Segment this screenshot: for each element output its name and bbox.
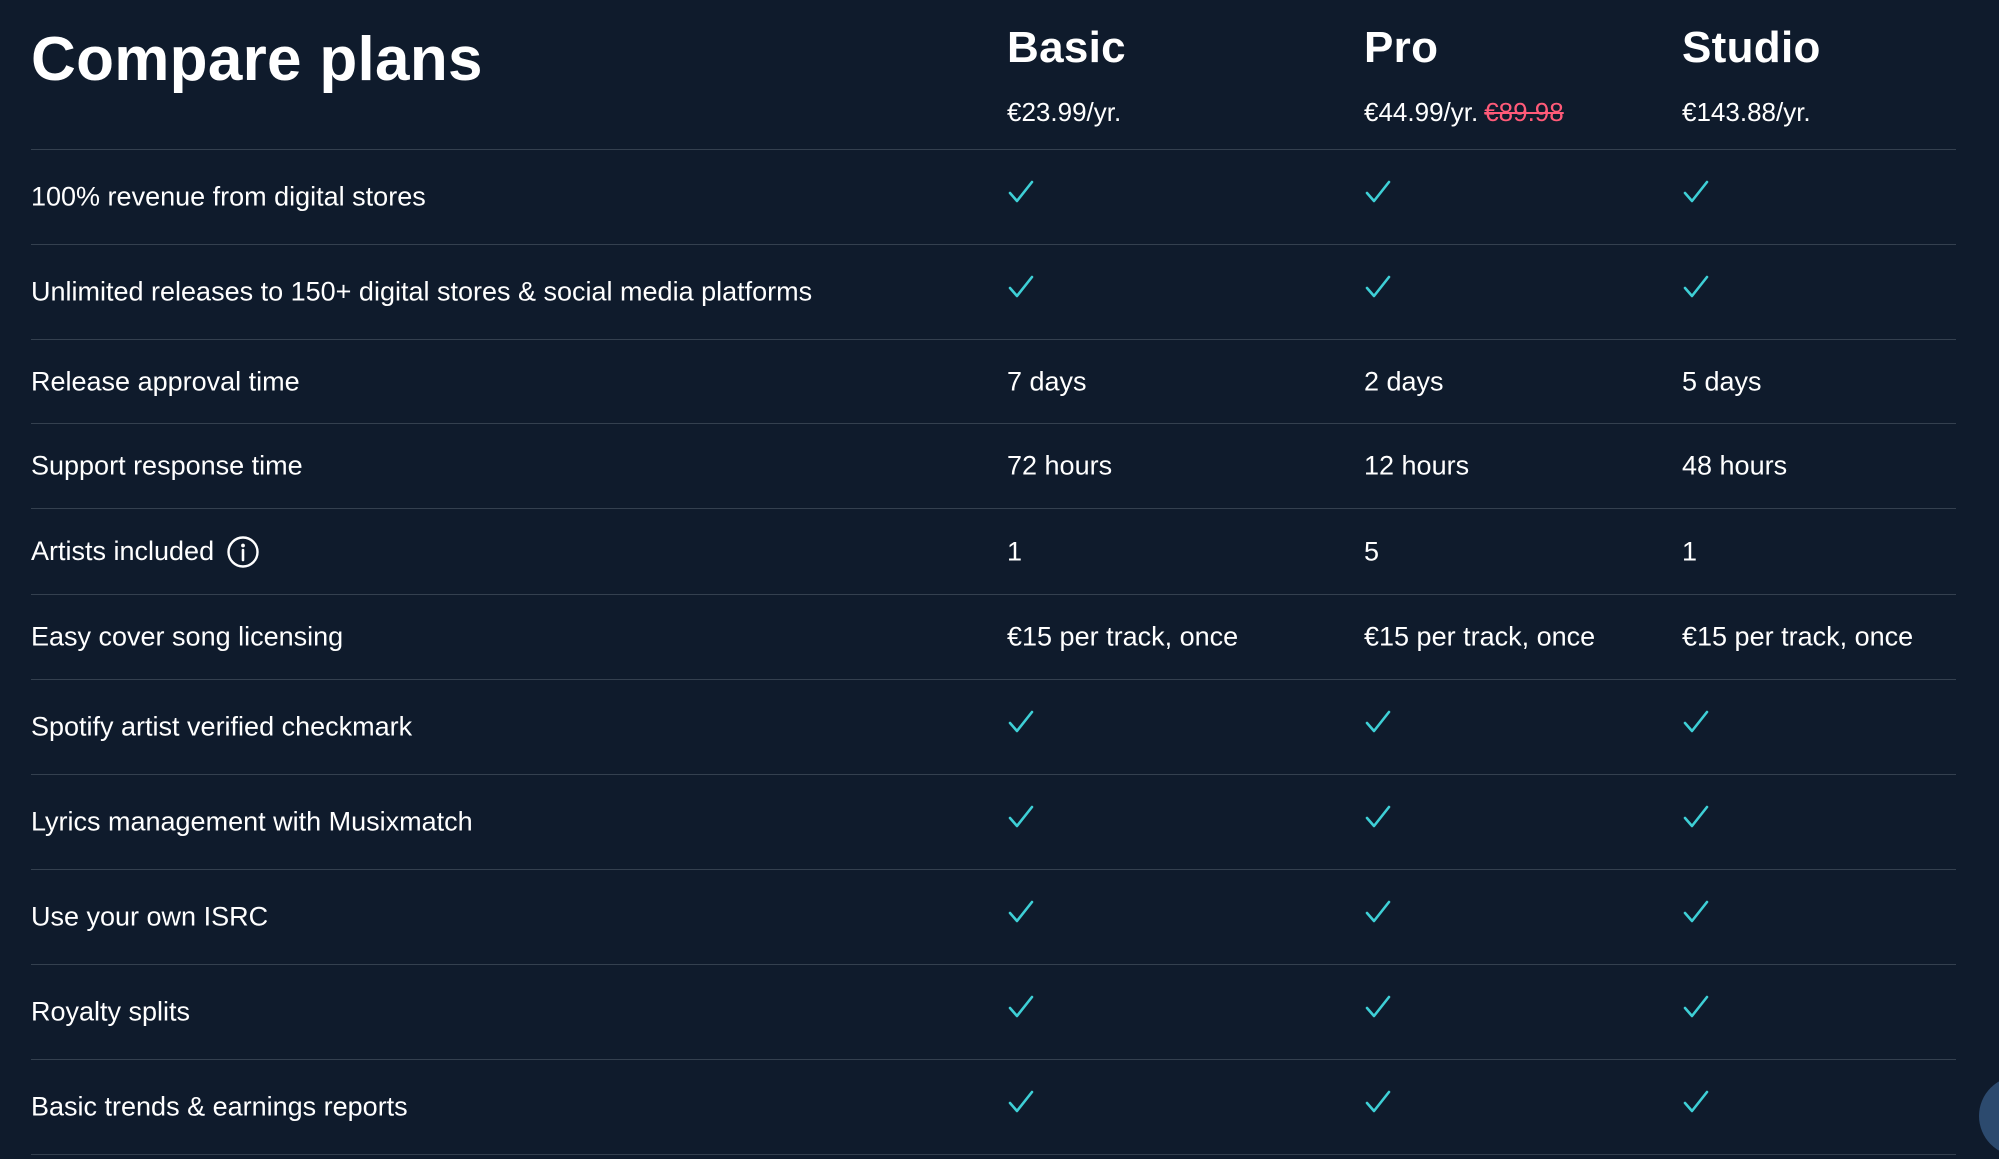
- feature-row: [31, 680, 1956, 775]
- feature-cell-check: [1364, 179, 1392, 205]
- plan-header-basic: [1007, 22, 1126, 128]
- check-icon: [1007, 709, 1035, 735]
- feature-cell-value: 1: [1682, 536, 1698, 566]
- feature-cell-value: €15 per track, once: [1682, 621, 1914, 652]
- feature-label: [31, 366, 300, 397]
- feature-label-text: Basic trends & earnings reports: [31, 1091, 408, 1122]
- check-icon: [1364, 709, 1392, 735]
- check-icon: [1364, 804, 1392, 830]
- feature-label-text: Lyrics management with Musixmatch: [31, 806, 473, 837]
- check-icon: [1682, 709, 1710, 735]
- feature-label: [31, 277, 812, 308]
- feature-row: [31, 965, 1956, 1060]
- feature-cell-check: [1682, 179, 1710, 205]
- check-icon: [1007, 994, 1035, 1020]
- feature-row: [31, 509, 1956, 595]
- comparison-header: [31, 0, 1956, 150]
- feature-label: [31, 182, 426, 213]
- feature-label: [31, 902, 268, 933]
- check-icon: [1682, 804, 1710, 830]
- feature-cell-value: 72 hours: [1007, 450, 1113, 481]
- feature-cell-check: [1364, 899, 1392, 925]
- check-icon: [1682, 274, 1710, 300]
- check-icon: [1007, 179, 1035, 205]
- feature-cell-check: [1364, 804, 1392, 830]
- plan-price: [1682, 96, 1821, 128]
- check-icon: [1682, 994, 1710, 1020]
- feature-label: [31, 712, 412, 743]
- plan-name: Pro: [1364, 23, 1439, 72]
- feature-cell-check: [1007, 804, 1035, 830]
- feature-cell-check: [1682, 899, 1710, 925]
- feature-cell-value: 48 hours: [1682, 450, 1788, 481]
- plan-price-current: €143.88/yr.: [1682, 97, 1811, 127]
- check-icon: [1364, 1089, 1392, 1115]
- feature-cell-value: €15 per track, once: [1007, 621, 1239, 652]
- feature-cell-check: [1682, 1089, 1710, 1115]
- feature-cell-value: 5 days: [1682, 366, 1762, 396]
- feature-cell-value: 1: [1007, 536, 1023, 566]
- check-icon: [1364, 994, 1392, 1020]
- feature-label-text: Release approval time: [31, 366, 300, 396]
- feature-label-text: Artists included: [31, 536, 215, 566]
- check-icon: [1007, 804, 1035, 830]
- feature-cell-check: [1682, 274, 1710, 300]
- feature-cell-value: 2 days: [1364, 366, 1444, 396]
- feature-cell-check: [1007, 179, 1035, 205]
- feature-row: [31, 340, 1956, 424]
- feature-row: [31, 870, 1956, 965]
- plan-header-pro: [1364, 22, 1564, 128]
- feature-row: [31, 775, 1956, 870]
- plan-header-studio: [1682, 22, 1821, 128]
- feature-cell-check: [1364, 994, 1392, 1020]
- check-icon: [1007, 899, 1035, 925]
- feature-cell-value: 5: [1364, 536, 1380, 566]
- check-icon: [1007, 1089, 1035, 1115]
- feature-cell-value: 7 days: [1007, 366, 1087, 396]
- feature-label-text: Unlimited releases to 150+ digital stores & social media platforms: [31, 276, 813, 307]
- feature-cell-check: [1364, 709, 1392, 735]
- feature-row: [31, 424, 1956, 509]
- feature-label: [31, 1092, 408, 1123]
- feature-cell-check: [1682, 709, 1710, 735]
- feature-label: [31, 997, 190, 1028]
- plan-price-current: €44.99/yr.: [1364, 97, 1479, 127]
- feature-row: [31, 150, 1956, 245]
- plan-name: Basic: [1007, 23, 1126, 72]
- plan-price: [1007, 96, 1126, 128]
- feature-label-text: Support response time: [31, 450, 303, 481]
- check-icon: [1364, 899, 1392, 925]
- plan-name: Studio: [1682, 23, 1821, 72]
- check-icon: [1682, 899, 1710, 925]
- plan-price-original: €89.98: [1484, 97, 1564, 127]
- feature-label: [31, 807, 473, 838]
- feature-label-text: Spotify artist verified checkmark: [31, 711, 413, 742]
- feature-cell-check: [1682, 994, 1710, 1020]
- feature-label: [31, 451, 303, 482]
- feature-cell-value: 12 hours: [1364, 450, 1470, 481]
- feature-label-text: 100% revenue from digital stores: [31, 181, 426, 212]
- feature-row: [31, 245, 1956, 340]
- feature-label-text: Use your own ISRC: [31, 901, 269, 932]
- check-icon: [1364, 274, 1392, 300]
- check-icon: [1007, 274, 1035, 300]
- chat-widget-button[interactable]: [1979, 1076, 1999, 1156]
- feature-label: [31, 535, 260, 569]
- feature-row: [31, 1060, 1956, 1155]
- feature-table: [31, 150, 1956, 1155]
- check-icon: [1682, 179, 1710, 205]
- feature-row: [31, 595, 1956, 680]
- feature-cell-check: [1364, 274, 1392, 300]
- plan-price-current: €23.99/yr.: [1007, 97, 1122, 127]
- compare-plans-section: [31, 0, 1956, 1155]
- check-icon: [1682, 1089, 1710, 1115]
- feature-label: [31, 622, 343, 653]
- feature-cell-check: [1682, 804, 1710, 830]
- feature-cell-check: [1007, 1089, 1035, 1115]
- feature-cell-value: €15 per track, once: [1364, 621, 1596, 652]
- feature-cell-check: [1007, 899, 1035, 925]
- feature-cell-check: [1007, 709, 1035, 735]
- info-icon[interactable]: [226, 535, 260, 569]
- feature-cell-check: [1007, 274, 1035, 300]
- page-title: Compare plans: [31, 25, 483, 94]
- feature-cell-check: [1364, 1089, 1392, 1115]
- plan-price: [1364, 96, 1564, 128]
- feature-cell-check: [1007, 994, 1035, 1020]
- check-icon: [1364, 179, 1392, 205]
- feature-label-text: Easy cover song licensing: [31, 621, 344, 652]
- feature-label-text: Royalty splits: [31, 996, 191, 1027]
